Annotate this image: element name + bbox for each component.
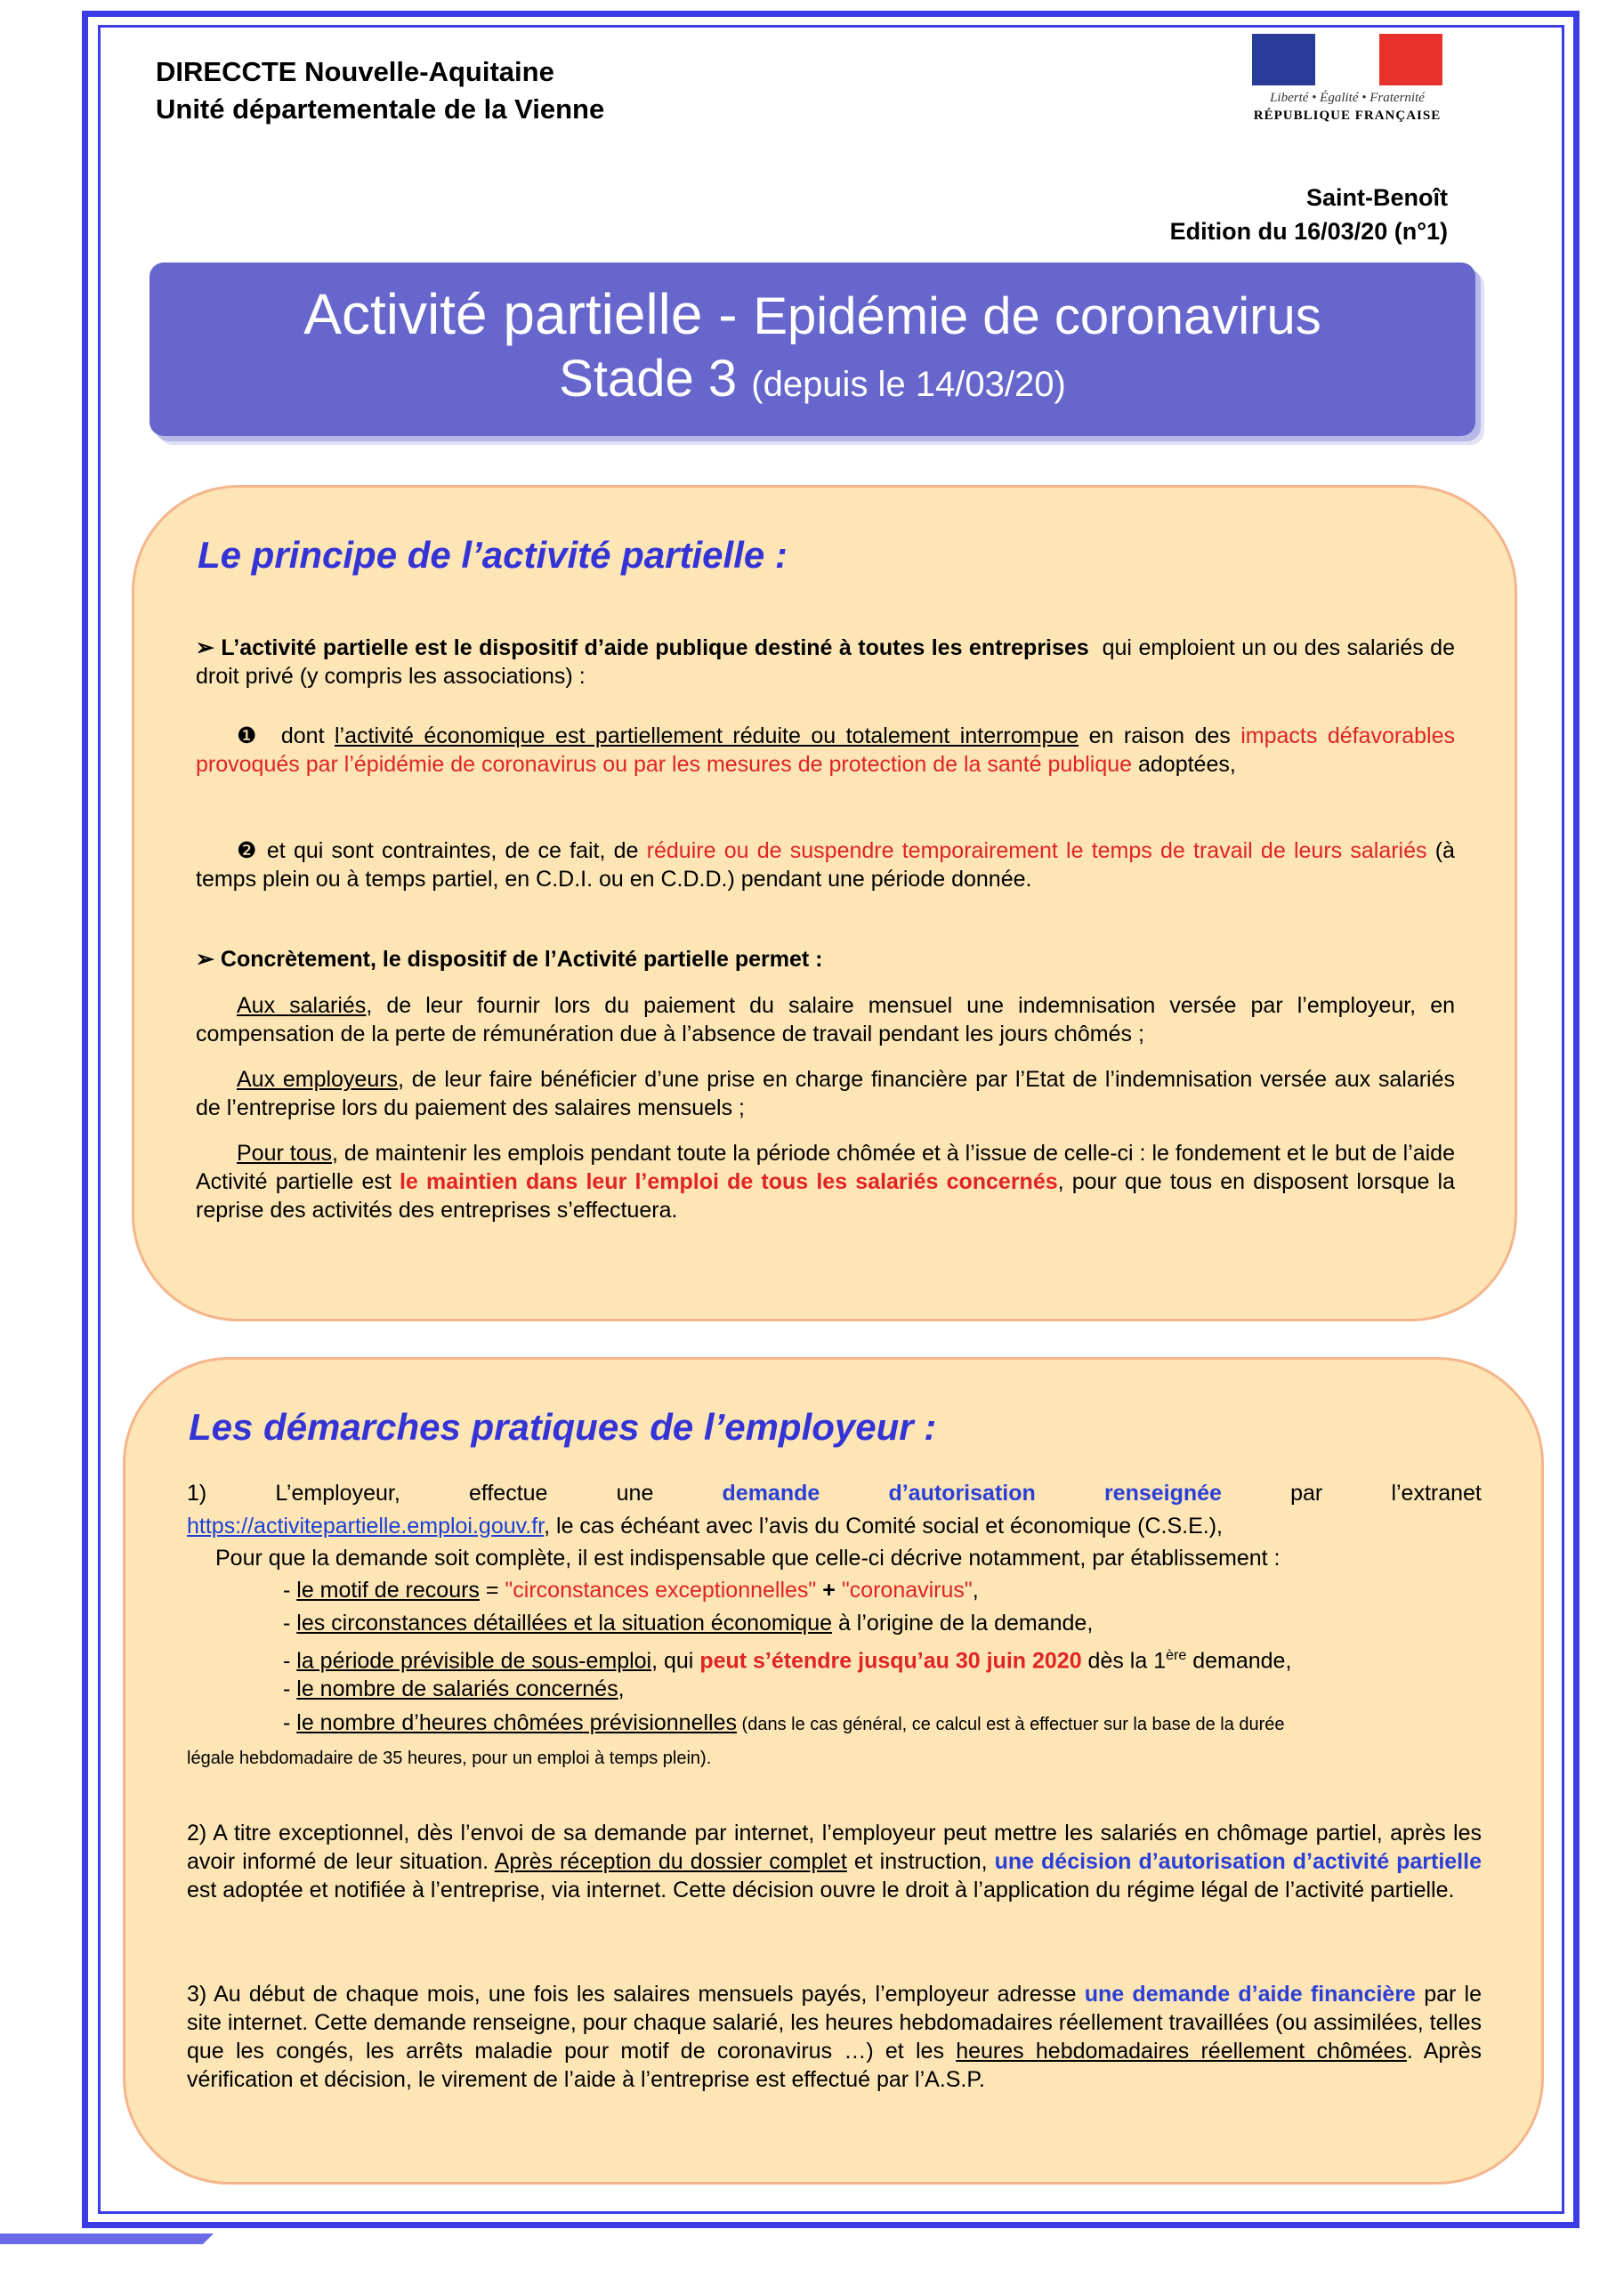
organization-header [156, 53, 604, 128]
list-item: - les circonstances détaillées et la situation économique à l’origine de la demande, [283, 1611, 1094, 1636]
step-1-intro: Pour que la demande soit complète, il est indispensable que celle-ci décrive notamment, par établissement : [215, 1546, 1281, 1571]
place-and-edition [1170, 181, 1448, 248]
republique-francaise-logo [1250, 34, 1444, 146]
principle-bullet-2: ➢ Concrètement, le dispositif de l’Activité partielle permet : [196, 947, 823, 972]
logo-motto: Liberté • Égalité • Fraternité [1270, 91, 1425, 105]
list-item-note: légale hebdomadaire de 35 heures, pour un emploi à temps plein). [187, 1749, 712, 1768]
steps-title: Les démarches pratiques de l’employeur : [189, 1406, 937, 1448]
title-banner [149, 263, 1475, 436]
corner-decoration [0, 2234, 214, 2244]
principle-employees: Aux salariés, de leur fournir lors du paiement du salaire mensuel une indemnisation versée par l’employeur, en compensation de la perte de rémunération due à l’absence de travail pendant les jours chômés ; [196, 993, 1456, 1046]
principle-condition-1: ❶ dont l’activité économique est partiellement réduite ou totalement interrompue en raison des impacts défavorables provoqués par l’épidémie de coronavirus ou par les mesures de protection de la santé publique adoptées, [196, 723, 1455, 777]
extranet-link[interactable]: https://activitepartielle.emploi.gouv.fr [187, 1514, 545, 1539]
step-1-link-line: https://activitepartielle.emploi.gouv.fr, le cas échéant avec l’avis du Comité social et économique (C.S.E.), [187, 1514, 1223, 1539]
step-2: 2) A titre exceptionnel, dès l’envoi de sa demande par internet, l’employeur peut mettre les salariés en chômage partiel, après les avoir informé de leur situation. Après réception du dossier complet et instruction, une décision d’autorisation d’activité partielle est adoptée et notifiée à l’entreprise, via internet. Cette décision ouvre le droit à l’application du régime légal de l’activité partielle. [187, 1821, 1482, 1902]
place: Saint-Benoît [1306, 184, 1448, 211]
principle-condition-2: ❷ et qui sont contraintes, de ce fait, de réduire ou de suspendre temporairement le temps de travail de leurs salariés (à temps plein ou à temps partiel, en C.D.I. ou en C.D.D.) pendant une période donnée. [196, 838, 1455, 892]
marianne-flag-icon [1252, 34, 1442, 85]
principle-bullet-1: ➢ L’activité partielle est le dispositif d’aide publique destiné à toutes les entreprises qui emploient un ou des salariés de droit privé (y compris les associations) : [196, 635, 1455, 689]
org-name: DIRECCTE Nouvelle-Aquitaine [156, 56, 554, 87]
principle-employers: Aux employeurs, de leur faire bénéficier d’une prise en charge financière par l’Etat de l’indemnisation versée aux salariés de l’entreprise lors du paiement des salaires mensuels ; [196, 1067, 1456, 1120]
step-3: 3) Au début de chaque mois, une fois les salaires mensuels payés, l’employeur adresse une demande d’aide financière par le site internet. Cette demande renseigne, pour chaque salarié, les heures hebdomadaires réellement travaillées (ou assimilées, telles que les congés, les arrêts maladie pour motif de coronavirus …) et les heures hebdomadaires réellement chômées. Après vérification et décision, le virement de l’aide à l’entreprise est effectué par l’A.S.P. [187, 1982, 1483, 2092]
banner-stage: Stade 3 (depuis le 14/03/20) [559, 350, 1066, 408]
logo-republic: RÉPUBLIQUE FRANÇAISE [1253, 109, 1442, 123]
list-item: - le nombre d’heures chômées prévisionnelles (dans le cas général, ce calcul est à effectuer sur la base de la durée [283, 1710, 1285, 1735]
principle-title: Le principe de l’activité partielle : [198, 534, 788, 576]
banner-title: Activité partielle - Epidémie de coronavirus [303, 282, 1321, 346]
list-item: - le nombre de salariés concernés, [283, 1676, 625, 1701]
principle-all: Pour tous, de maintenir les emplois pendant toute la période chômée et à l’issue de celle-ci : le fondement et le but de l’aide Activité partielle est le maintien dans leur l’emploi de tous les salariés concernés, pour que tous en disposent lorsque la reprise des activités des entreprises s’effectuera. [196, 1141, 1455, 1223]
edition: Edition du 16/03/20 (n°1) [1169, 218, 1448, 245]
list-item: - le motif de recours = "circonstances exceptionnelles" + "coronavirus", [283, 1578, 979, 1603]
org-unit: Unité départementale de la Vienne [156, 93, 605, 125]
step-1-line: 1) L’employeur, effectue une demande d’autorisation renseignée par l’extranet [187, 1481, 1482, 1506]
list-item: - la période prévisible de sous-emploi, qui peut s’étendre jusqu’au 30 juin 2020 dès la 1ère demande, [283, 1648, 1292, 1674]
